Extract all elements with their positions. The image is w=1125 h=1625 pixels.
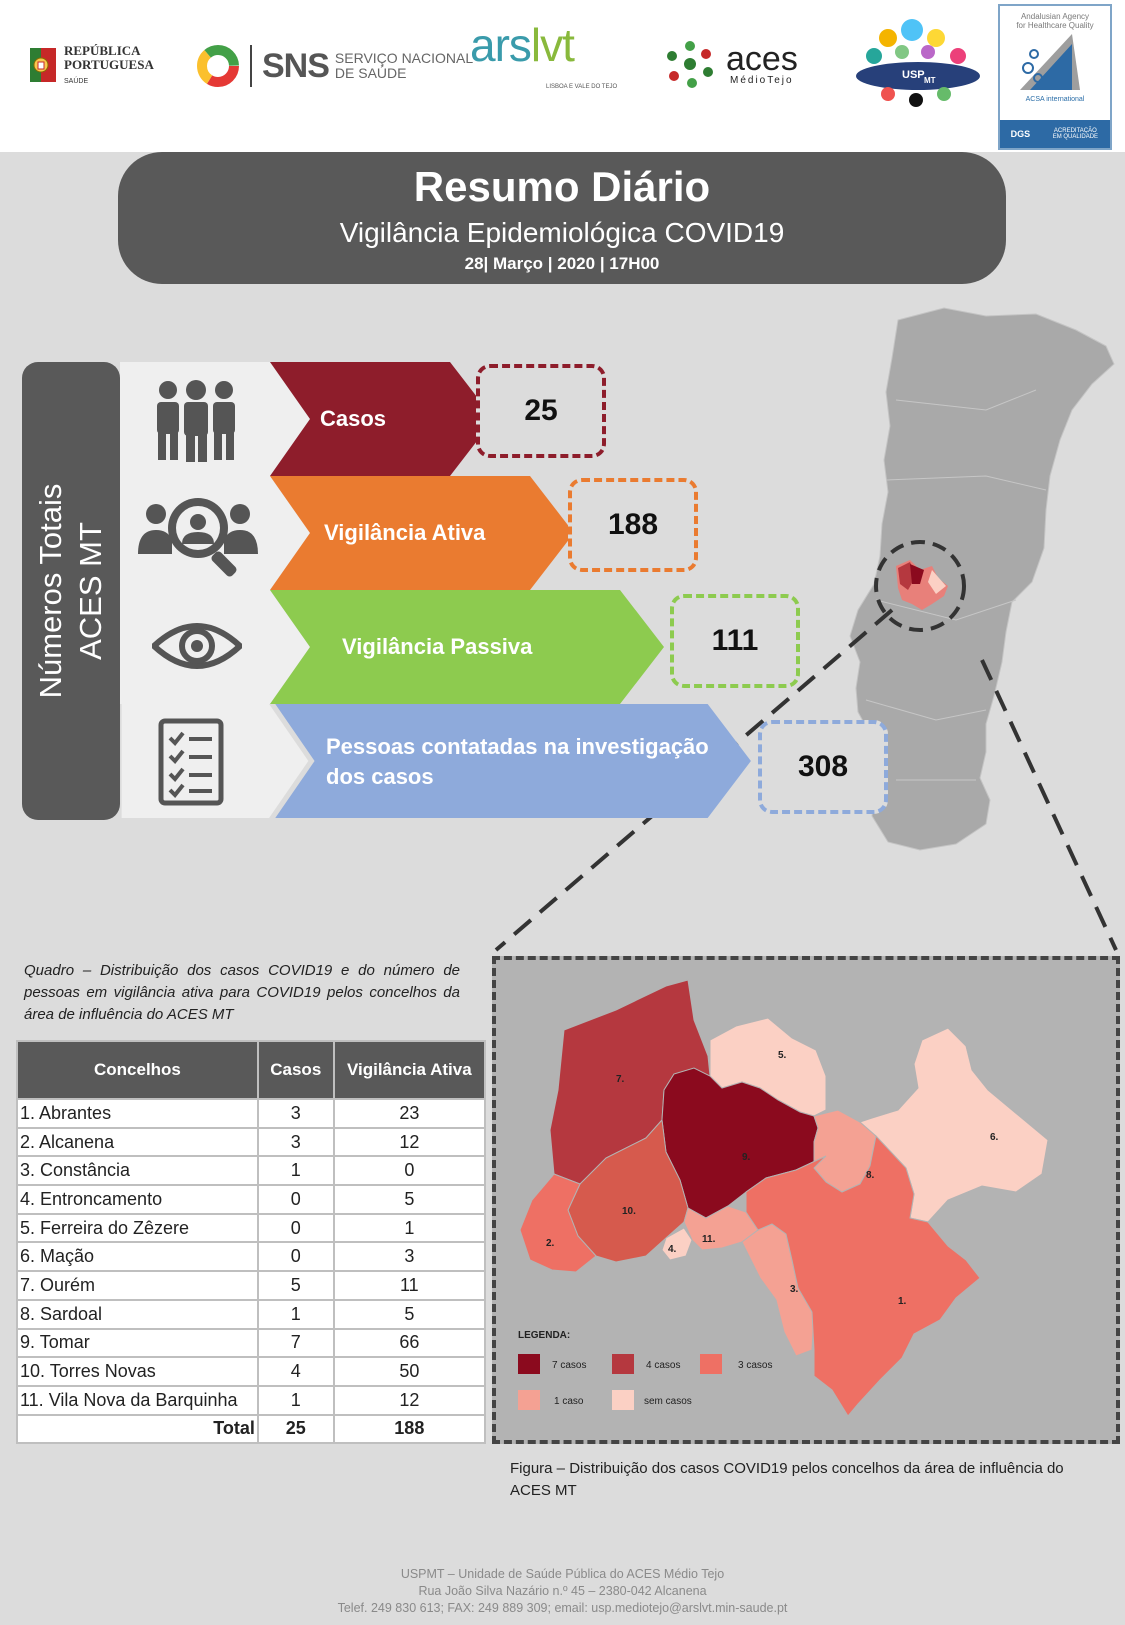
aces-word: aces: [726, 39, 798, 78]
legend-swatch-3: [700, 1354, 722, 1374]
republica-text: REPÚBLICA PORTUGUESA: [64, 43, 154, 72]
map-label-9: 9.: [742, 1152, 751, 1163]
table-row: [17, 1329, 485, 1358]
vigilancia-cell: 5: [334, 1300, 485, 1329]
casos-cell: 1: [258, 1300, 334, 1329]
concelho-name: 5. Ferreira do Zêzere: [17, 1214, 258, 1243]
aces-sub: MédioTejo: [730, 74, 794, 86]
total-casos: 25: [258, 1415, 334, 1444]
legend-swatch-1: [518, 1390, 540, 1410]
search-people-icon: [138, 490, 258, 578]
legend-label-1: 1 caso: [554, 1396, 584, 1407]
header-vigilancia-ativa: Vigilância Ativa: [334, 1041, 485, 1099]
concelho-name: 6. Mação: [17, 1242, 258, 1271]
casos-label: Casos: [320, 406, 387, 431]
map-label-5: 5.: [778, 1050, 787, 1061]
table-row: [17, 1128, 485, 1157]
map-label-2: 2.: [546, 1238, 555, 1249]
casos-cell: 0: [258, 1242, 334, 1271]
table-row: [17, 1357, 485, 1386]
usp-label: USP: [902, 69, 925, 81]
vigilancia-cell: 66: [334, 1329, 485, 1358]
concelhos-map: [496, 960, 1116, 1440]
totals-side-line1: Números Totais: [33, 483, 68, 699]
concelho-name: 11. Vila Nova da Barquinha: [17, 1386, 258, 1415]
ars-sub: LISBOA E VALE DO TEJO: [546, 84, 618, 90]
map-legend: [518, 1330, 772, 1410]
legend-label-3: 3 casos: [738, 1360, 773, 1371]
casos-cell: 1: [258, 1156, 334, 1185]
report-date: 28| Março | 2020 | 17H00: [464, 254, 660, 273]
map-label-4: 4.: [668, 1244, 677, 1255]
map-label-1: 1.: [898, 1296, 907, 1307]
vigilancia-cell: 5: [334, 1185, 485, 1214]
sns-name: SERVIÇO NACIONAL DE SAÚDE: [334, 50, 474, 81]
concelho-name: 3. Constância: [17, 1156, 258, 1185]
footer: [0, 1566, 1125, 1617]
table-row: [17, 1242, 485, 1271]
concelho-name: 8. Sardoal: [17, 1300, 258, 1329]
figura-caption: Figura – Distribuição dos casos COVID19 pelos concelhos da área de influência do ACES MT: [510, 1460, 1064, 1499]
pessoas-contatadas-label: Pessoas contatadas na investigação dos casos: [326, 734, 709, 789]
map-label-7: 7.: [616, 1074, 625, 1085]
vigilancia-ativa-value-box: 188: [568, 478, 698, 572]
table-row: [17, 1214, 485, 1243]
republica-sub: SAÚDE: [64, 78, 89, 85]
people-icon: [148, 378, 244, 462]
page-title: Resumo Diário: [413, 163, 711, 210]
vigilancia-cell: 12: [334, 1128, 485, 1157]
vigilancia-passiva-value-box: 111: [670, 594, 800, 688]
casos-cell: 7: [258, 1329, 334, 1358]
vigilancia-cell: 50: [334, 1357, 485, 1386]
table-row: [17, 1300, 485, 1329]
legend-swatch-7: [518, 1354, 540, 1374]
footer-line-2: Rua João Silva Nazário n.º 45 – 2380-042 Alcanena: [418, 1584, 707, 1598]
sns-abbr: SNS: [262, 46, 329, 85]
total-label: Total: [17, 1415, 258, 1444]
table-row: [17, 1156, 485, 1185]
page-subtitle: Vigilância Epidemiológica COVID19: [339, 217, 785, 248]
concelho-name: 7. Ourém: [17, 1271, 258, 1300]
table-row: [17, 1271, 485, 1300]
casos-cell: 3: [258, 1099, 334, 1128]
usp-sub: MT: [924, 76, 936, 85]
vigilancia-passiva-label: Vigilância Passiva: [342, 634, 533, 659]
legend-title: LEGENDA:: [518, 1330, 571, 1341]
table-row: [17, 1185, 485, 1214]
vigilancia-cell: 12: [334, 1386, 485, 1415]
acsa-cert: ACREDITAÇÃO EM QUALIDADE: [1052, 128, 1099, 140]
concelhos-map-frame: [492, 956, 1120, 1444]
ars-word: arslvt: [470, 19, 574, 71]
vigilancia-cell: 23: [334, 1099, 485, 1128]
vigilancia-cell: 0: [334, 1156, 485, 1185]
casos-cell: 3: [258, 1128, 334, 1157]
map-label-6: 6.: [990, 1132, 999, 1143]
casos-value-box: 25: [476, 364, 606, 458]
checklist-icon: [158, 718, 224, 806]
concelho-name: 2. Alcanena: [17, 1128, 258, 1157]
concelhos-table: [16, 1040, 486, 1444]
vigilancia-ativa-label: Vigilância Ativa: [324, 520, 486, 545]
concelho-name: 9. Tomar: [17, 1329, 258, 1358]
legend-swatch-0: [612, 1390, 634, 1410]
totals-side-label: [22, 362, 120, 820]
table-total-row: [17, 1415, 485, 1444]
acsa-international: ACSA international: [1025, 96, 1085, 103]
table-row: [17, 1099, 485, 1128]
map-label-3: 3.: [790, 1284, 799, 1295]
casos-cell: 0: [258, 1185, 334, 1214]
legend-label-0: sem casos: [644, 1396, 692, 1407]
header-casos: Casos: [258, 1041, 334, 1099]
header-concelhos: Concelhos: [17, 1041, 258, 1099]
concelho-name: 4. Entroncamento: [17, 1185, 258, 1214]
concelho-name: 1. Abrantes: [17, 1099, 258, 1128]
pessoas-contatadas-value-box: 308: [758, 720, 888, 814]
vigilancia-cell: 1: [334, 1214, 485, 1243]
eye-icon: [152, 616, 242, 676]
casos-cell: 4: [258, 1357, 334, 1386]
concelho-name: 10. Torres Novas: [17, 1357, 258, 1386]
table-row: [17, 1386, 485, 1415]
casos-cell: 0: [258, 1214, 334, 1243]
footer-line-3: Telef. 249 830 613; FAX: 249 889 309; email: usp.mediotejo@arslvt.min-saude.pt: [337, 1601, 788, 1615]
casos-cell: 1: [258, 1386, 334, 1415]
map-label-8: 8.: [866, 1170, 875, 1181]
acsa-title: Andalusian Agency for Healthcare Quality: [1016, 12, 1094, 30]
totals-side-line2: ACES MT: [73, 522, 108, 660]
map-label-10: 10.: [622, 1206, 636, 1217]
acsa-dgs: DGS: [1010, 129, 1031, 139]
legend-swatch-4: [612, 1354, 634, 1374]
legend-label-4: 4 casos: [646, 1360, 681, 1371]
map-label-11: 11.: [702, 1234, 716, 1245]
casos-cell: 5: [258, 1271, 334, 1300]
vigilancia-cell: 11: [334, 1271, 485, 1300]
legend-label-7: 7 casos: [552, 1360, 587, 1371]
total-vigilancia: 188: [334, 1415, 485, 1444]
table-header-row: [17, 1041, 485, 1099]
vigilancia-cell: 3: [334, 1242, 485, 1271]
quadro-caption: Quadro – Distribuição dos casos COVID19 e do número de pessoas em vigilância ativa para COVID19 pelos concelhos da área de influência do ACES MT: [24, 962, 460, 1023]
footer-line-1: USPMT – Unidade de Saúde Pública do ACES Médio Tejo: [400, 1567, 725, 1581]
